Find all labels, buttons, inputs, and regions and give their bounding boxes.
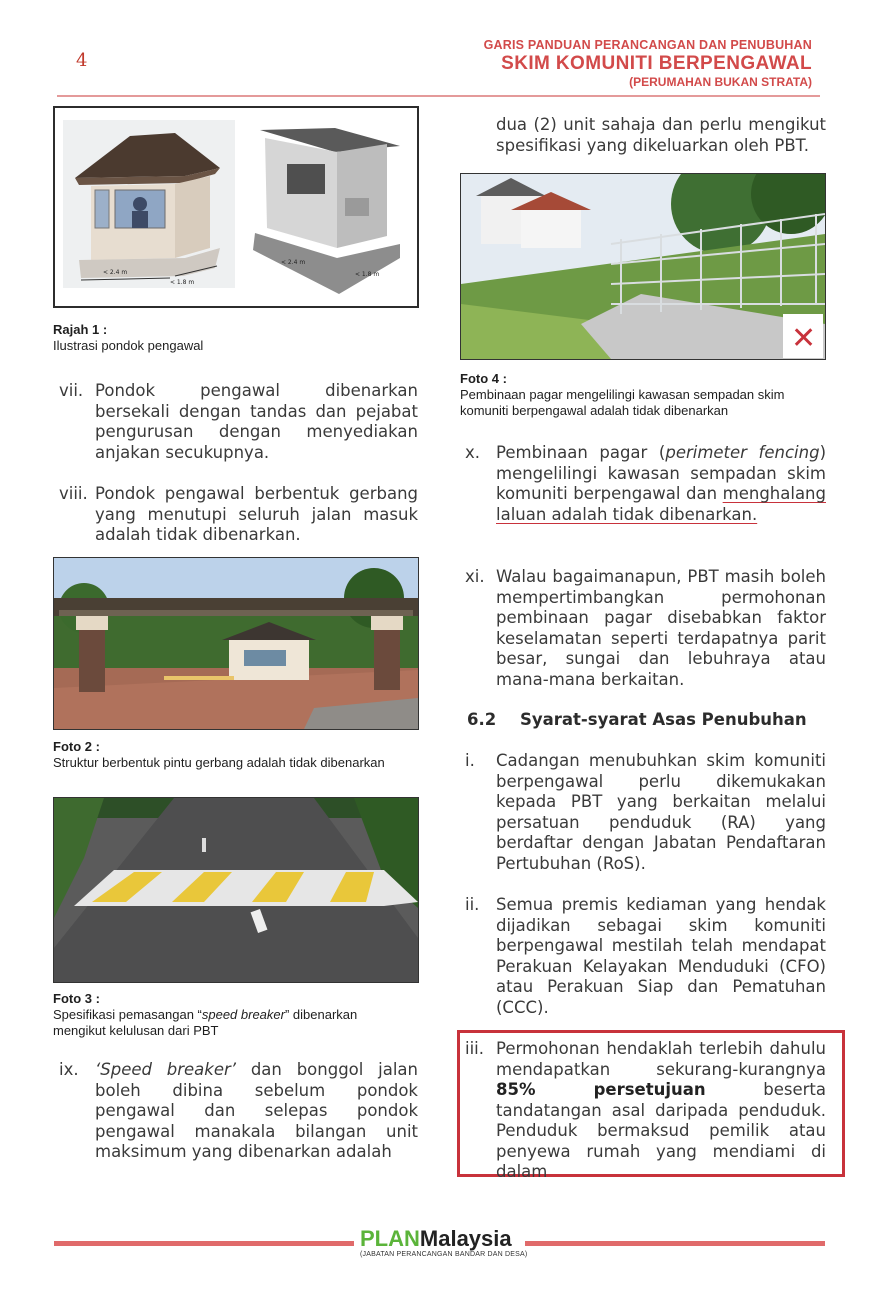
para-text: Semua premis kediaman yang hendak dijadikan sebagai skim komuniti berpengawal mestilah telah mendapat Perakuan Kelayakan Menduduki (CFO) atau Perakuan Siap dan Pematuhan (CCC). [496,895,826,1017]
para-number: x. [465,443,481,462]
header-divider [57,95,820,97]
planmalaysia-logo [360,1226,512,1252]
foto4-caption [460,371,830,419]
para-text [496,443,826,525]
para-number: i. [465,751,475,770]
not-allowed-mark: ✕ [791,321,817,356]
para-xi [465,567,826,690]
dim-label: < 1.8 m [355,271,380,278]
logo-plan: PLAN [360,1226,420,1251]
foto3-text-em: speed breaker [201,1007,285,1022]
para-text-a: Permohonan hendaklah terlebih dahulu mendapatkan sekurang-kurangnya [496,1039,826,1079]
para-text-b: ) mengelilingi kawasan sempadan skim komuniti berpengawal dan [496,443,826,503]
foto2-text: Struktur berbentuk pintu gerbang adalah tidak dibenarkan [53,755,385,770]
para-ix [59,1060,418,1163]
para-number: ii. [465,895,480,914]
foto3-sep: : [92,991,100,1006]
logo-malaysia: Malaysia [419,1226,512,1251]
para-viii [59,484,418,546]
header-title: SKIM KOMUNITI BERPENGAWAL [501,53,812,74]
para-text: Pondok pengawal dibenarkan bersekali dengan tandas dan pejabat pengurusan dengan menyediakan anjakan secukupnya. [95,381,418,462]
foto3-caption [53,991,383,1039]
para-text-em: perimeter fencing [665,443,820,462]
figure1-text: Ilustrasi pondok pengawal [53,338,204,353]
para-number: viii. [59,484,88,503]
item-ii [465,895,826,1018]
para-x [465,443,826,525]
fence-photo [461,174,825,359]
item-iii [465,1039,826,1183]
foto4-sep: : [499,371,507,386]
dim-label: < 1.8 m [170,279,195,286]
para-number: iii. [465,1039,484,1058]
section-number: 6.2 [467,710,497,729]
para-text: Walau bagaimanapun, PBT masih boleh mempertimbangkan permohonan pembinaan pagar disebabkan faktor keselamatan seperti terdapatnya parit besar, sungai dan lebuhraya atau mana-mana berkaitan. [496,567,826,689]
para-text: Pondok pengawal berbentuk gerbang yang menutupi seluruh jalan masuk adalah tidak dibenarkan. [95,484,418,544]
para-number: ix. [59,1060,79,1079]
figure1-sep: : [99,322,108,337]
para-number: vii. [59,381,84,400]
para-text-b: beserta tandatangan asal daripada penduduk. Penduduk bermaksud pemilik atau penyewa rumah yang mendiami di dalam [496,1080,827,1181]
para-text: Cadangan menubuhkan skim komuniti berpengawal perlu dikemukakan kepada PBT yang berkaitan melalui persatuan penduduk (RA) yang berdaftar dengan Jabatan Pendaftaran Pertubuhan (RoS). [496,751,826,873]
foto4-image [460,173,826,360]
figure1-label: Rajah 1 [53,322,100,337]
figure1-frame [53,106,419,308]
figure1-caption [53,322,413,354]
right-top-text: dua (2) unit sahaja dan perlu mengikut spesifikasi yang dikeluarkan oleh PBT. [496,115,826,155]
footer-rule-right [525,1241,825,1246]
para-text-a: Pembinaan pagar ( [496,443,666,462]
para-number: xi. [465,567,485,586]
foto2-label: Foto 2 [53,739,92,754]
dim-label: < 2.4 m [281,259,306,266]
foto2-sep: : [92,739,100,754]
footer-rule-left [54,1241,354,1246]
item-i [465,751,826,874]
speed-breaker-photo [54,798,418,982]
logo-subtitle: (JABATAN PERANCANGAN BANDAR DAN DESA) [360,1251,528,1258]
foto2-caption [53,739,413,771]
para-text-em: ‘Speed breaker’ [95,1060,237,1079]
foto3-text-a: Spesifikasi pemasangan “ [53,1007,202,1022]
para-text [496,1039,826,1183]
para-text-rest: dan bonggol jalan boleh dibina sebelum pondok pengawal dan selepas pondok pengawal manakala bilangan unit maksimum yang dibenarkan adalah [95,1060,418,1161]
header-subtitle: GARIS PANDUAN PERANCANGAN DAN PENUBUHAN [483,38,812,52]
foto3-image [53,797,419,983]
guardhouse-illustration [55,108,417,306]
para-text [95,1060,418,1163]
section-title: Syarat-syarat Asas Penubuhan [519,710,807,729]
foto3-label: Foto 3 [53,991,92,1006]
gate-arch-photo [54,558,418,729]
page-number: 4 [76,50,88,71]
para-text-underlined: menghalang laluan adalah tidak dibenarkan. [496,484,826,524]
para-text-bold: 85% persetujuan [496,1080,706,1099]
foto4-label: Foto 4 [460,371,499,386]
foto2-image [53,557,419,730]
foto4-text: Pembinaan pagar mengelilingi kawasan sempadan skim komuniti berpengawal adalah tidak dibenarkan [460,387,785,418]
section-heading [467,710,807,729]
para-vii [59,381,418,463]
header-note: (PERUMAHAN BUKAN STRATA) [629,75,812,89]
foto3-text-b: ” dibenarkan mengikut kelulusan dari PBT [53,1007,358,1038]
dim-label: < 2.4 m [103,269,128,276]
